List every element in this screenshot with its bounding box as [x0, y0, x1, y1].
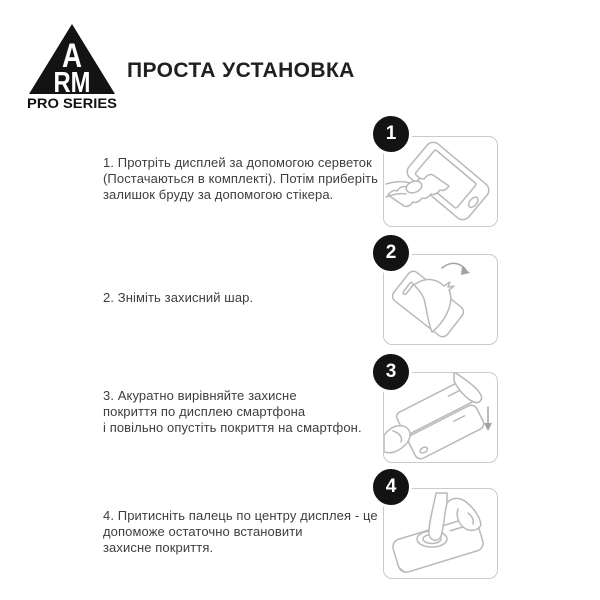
arm-triangle-logo-icon: [27, 24, 119, 112]
step-1-number-badge: 1: [370, 113, 412, 155]
step-4-line-3: захисне покриття.: [103, 540, 214, 555]
step-4-line-2: допоможе остаточно встановити: [103, 524, 303, 539]
arm-pro-series-logo: [27, 24, 119, 112]
logo-series-label: PRO SERIES: [27, 95, 117, 111]
step-3-number-badge: 3: [370, 351, 412, 393]
logo-letters-rm: RM: [53, 67, 91, 99]
step-1-line-2: (Постачаються в комплекті). Потім приберіть: [103, 171, 378, 186]
step-3-line-1: 3. Акуратно вирівняйте захисне: [103, 388, 297, 403]
logo-letter-a: A: [62, 37, 82, 75]
step-3-instruction: [103, 388, 378, 436]
step-3-line-2: покриття по дисплею смартфона: [103, 404, 306, 419]
step-2-number-badge: 2: [370, 232, 412, 274]
step-4-line-1: 4. Притисніть палець по центру дисплея - це: [103, 508, 378, 523]
step-4-instruction: [103, 508, 378, 556]
step-1-instruction: [103, 155, 378, 203]
page-title: ПРОСТА УСТАНОВКА: [127, 59, 355, 82]
step-4-number-badge: 4: [370, 466, 412, 508]
step-2-line-1: 2. Зніміть захисний шар.: [103, 290, 254, 305]
step-3-line-3: і повільно опустіть покриття на смартфон.: [103, 420, 362, 435]
step-2-instruction: [103, 290, 378, 306]
step-1-line-3: залишок бруду за допомогою стікера.: [103, 187, 334, 202]
step-1-line-1: 1. Протріть дисплей за допомогою серветок: [103, 155, 372, 170]
